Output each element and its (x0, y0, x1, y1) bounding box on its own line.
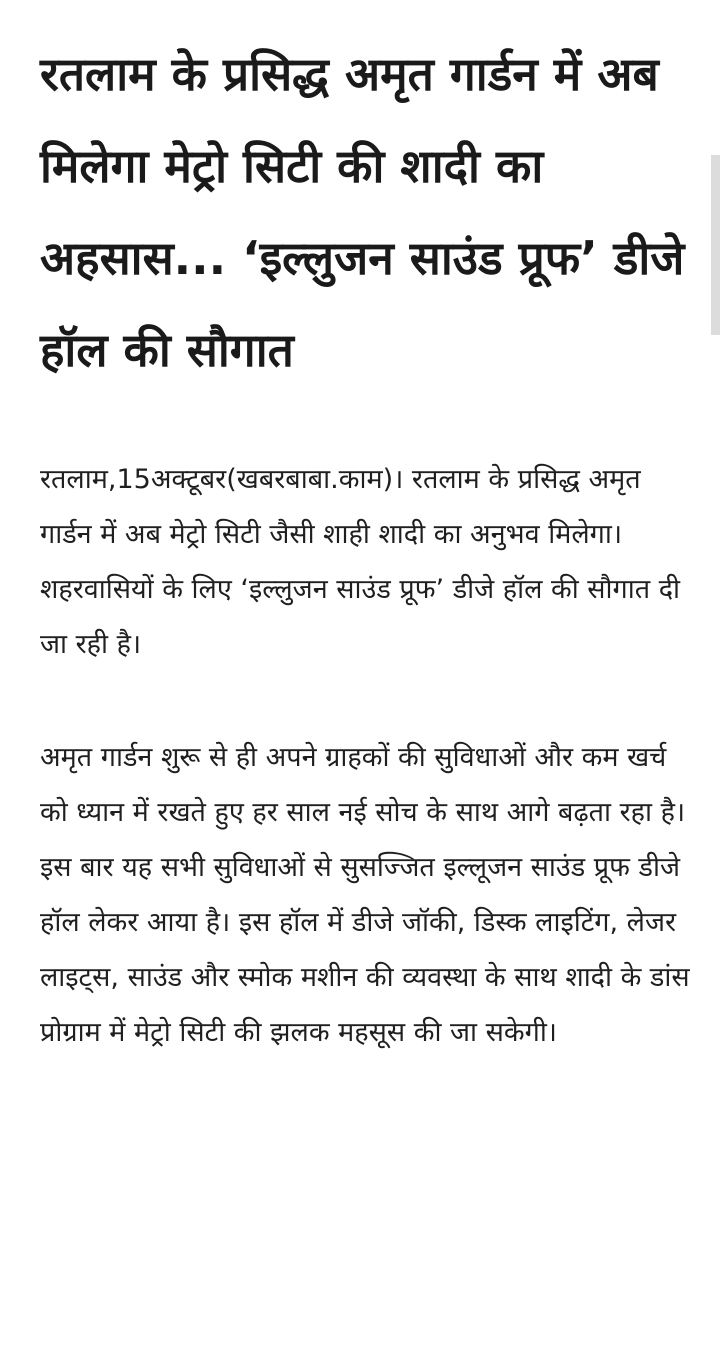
article-paragraph-1: रतलाम,15अक्टूबर(खबरबाबा.काम)। रतलाम के प्रसिद्ध अमृत गार्डन में अब मेट्रो सिटी जैसी शाही शादी का अनुभव मिलेगा। शहरवासियों के लिए ‘इल्लुजन साउंड प्रूफ’ डीजे हॉल की सौगात दी जा रही है। (40, 464, 681, 660)
article (40, 28, 690, 1060)
scrollbar-thumb[interactable] (711, 155, 720, 335)
article-paragraph-2: अमृत गार्डन शुरू से ही अपने ग्राहकों की सुविधाओं और कम खर्च को ध्यान में रखते हुए हर साल नई सोच के साथ आगे बढ़ता रहा है। इस बार यह सभी सुविधाओं से सुसज्जित इल्लूजन साउंड प्रूफ डीजे हॉल लेकर आया है। इस हॉल में डीजे जॉकी, डिस्क लाइटिंग, लेजर लाइट्स, साउंड और स्मोक मशीन की व्यवस्था के साथ शादी के डांस प्रोग्राम में मेट्रो सिटी की झलक महसूस की जा सकेगी। (40, 742, 690, 1048)
article-headline: रतलाम के प्रसिद्ध अमृत गार्डन में अब मिलेगा मेट्रो सिटी की शादी का अहसास... ‘इल्लुजन साउंड प्रूफ’ डीजे हॉल की सौगात (40, 47, 685, 377)
